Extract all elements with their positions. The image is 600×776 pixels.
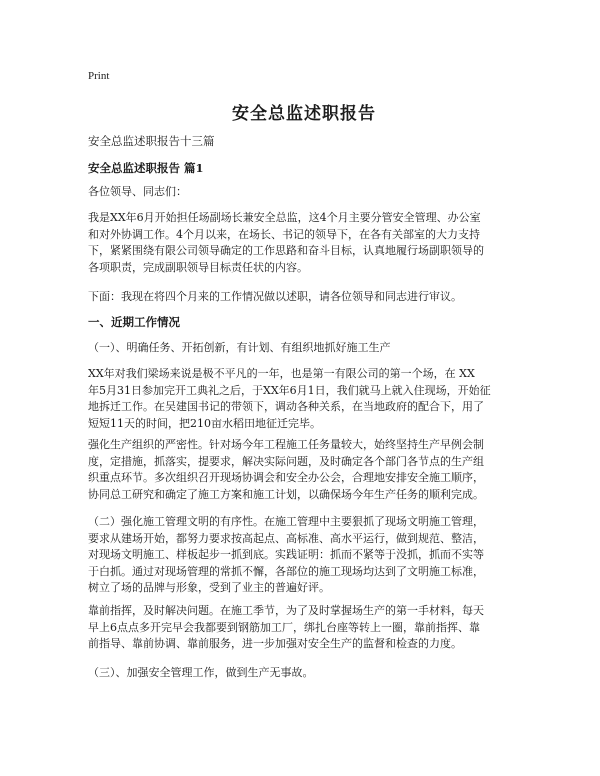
text-line: 要求从建场开始，都努力要求按高起点、高标准、高水平运行，做到规范、整洁， — [88, 531, 484, 545]
document-title: 安全总监述职报告 — [232, 104, 376, 124]
paragraph-2 — [88, 437, 520, 503]
text-line: 早上6点点多开完早会我都要到钢筋加工厂，绑扎台座等转上一圈，靠前指挥、靠 — [88, 620, 480, 634]
text-line: 度，定措施，抓落实，提要求，解决实际问题，及时确定各个部门各节点的生产组 — [88, 454, 484, 468]
text-line: 短短11天的时间，把210亩水稻田地征迁完毕。 — [88, 416, 321, 430]
section-heading: 安全总监述职报告 篇1 — [88, 161, 204, 175]
sub3-heading: （三）、加强安全管理工作，做到生产无事故。 — [88, 666, 314, 679]
text-line: 靠前指挥，及时解决问题。在施工季节，为了及时掌握场生产的第一手材料，每天 — [88, 604, 484, 617]
text-line: 协同总工研究和确定了施工方案和施工计划，以确保场今年生产任务的顺利完成。 — [88, 487, 484, 501]
text-line: 下，紧紧围绕有限公司领导确定的工作思路和奋斗目标，认真地履行场副职领导的 — [88, 244, 484, 257]
text-line: XX年对我们梁场来说是极不平凡的一年，也是第一有限公司的第一个场，在 XX — [88, 367, 475, 380]
part1-heading: 一、近期工作情况 — [88, 315, 180, 329]
text-line: 地拆迁工作。在吴建国书记的带领下，调动各种关系，在当地政府的配合下，用了 — [88, 400, 484, 413]
text-line: 对现场文明施工、样板起步一抓到底。实践证明：抓而不紧等于没抓，抓而不实等 — [88, 548, 484, 561]
text-line: 强化生产组织的严密性。针对场今年工程施工任务量较大，始终坚持生产早例会制 — [88, 438, 484, 451]
sub1-heading: （一）、明确任务、开拓创新，有计划、有组织地抓好施工生产 — [88, 341, 391, 354]
paragraph-3 — [88, 514, 520, 597]
print-label[interactable]: Print — [88, 70, 110, 82]
intro-paragraph — [88, 210, 520, 276]
text-line: 我是XX年6月开始担任场副场长兼安全总监，这4个月主要分管安全管理、办公室 — [88, 211, 481, 224]
text-line: 前指导、靠前协调、靠前服务，进一步加强对安全生产的监督和检查的力度。 — [88, 637, 462, 650]
text-line: 于白抓。通过对现场管理的常抓不懈，各部位的施工现场均达到了文明施工标准， — [88, 564, 484, 578]
text-line: 年5月31日参加完开工典礼之后，于XX年6月1日，我们就马上就入住现场，开始征 — [88, 383, 491, 397]
greeting: 各位领导、同志们： — [88, 185, 187, 198]
paragraph-1 — [88, 366, 520, 432]
text-line: 树立了场的品牌与形象，受到了业主的普遍好评。 — [88, 581, 330, 594]
report-line: 下面：我现在将四个月来的工作情况做以述职，请各位领导和同志进行审议。 — [88, 290, 462, 303]
text-line: 各项职责，完成副职领导目标责任状的内容。 — [88, 260, 308, 274]
text-line: （二）强化施工管理文明的有序性。在施工管理中主要狠抓了现场文明施工管理， — [88, 515, 484, 528]
paragraph-4 — [88, 603, 520, 653]
text-line: 和对外协调工作。4个月以来，在场长、书记的领导下，在各有关部室的大力支持 — [88, 227, 480, 241]
text-line: 织重点环节。多次组织召开现场协调会和安全办公会，合理地安排安全施工顺序， — [88, 471, 484, 484]
document-subtitle: 安全总监述职报告十三篇 — [88, 134, 215, 148]
